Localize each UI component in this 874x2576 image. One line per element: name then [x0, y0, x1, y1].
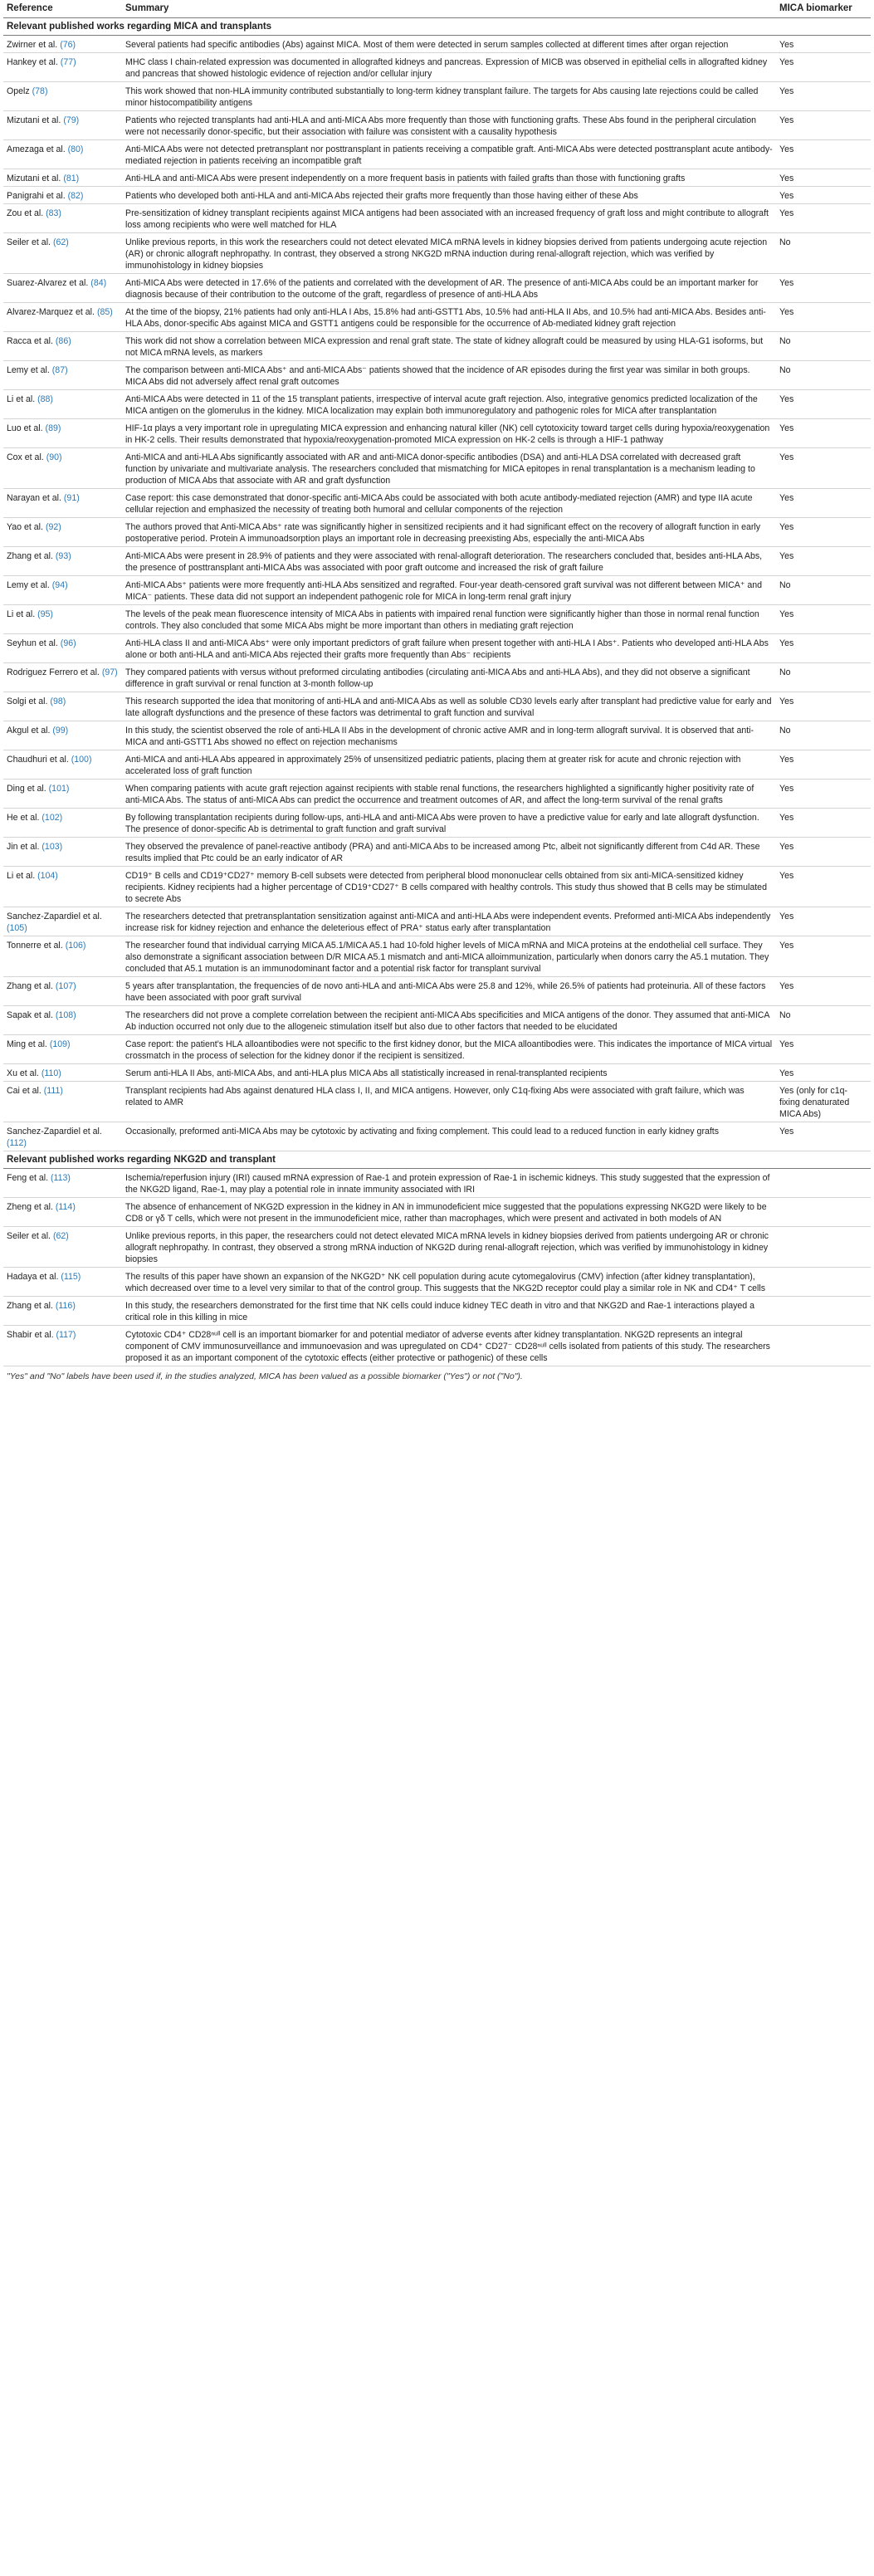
studies-table — [3, 0, 871, 1366]
section-header-row — [3, 1151, 871, 1168]
table-footnote: "Yes" and "No" labels have been used if, in the studies analyzed, MICA has been valued as a possible biomarker ("Yes") or not ("No"). — [7, 1371, 523, 1381]
reference-cell — [3, 331, 122, 360]
mica-biomarker-cell — [776, 1197, 871, 1226]
mica-biomarker-cell: Yes (only for c1q-fixing denaturated MICA Abs) — [776, 1081, 871, 1122]
reference-author: Mizutani et al. — [7, 173, 61, 183]
mica-biomarker-cell — [776, 1226, 871, 1267]
mica-biomarker-cell: Yes — [776, 1122, 871, 1151]
summary-cell: They observed the prevalence of panel-reactive antibody (PRA) and anti-MICA Abs to be increased among Ptc, albeit not significantly different from C4d AR. These results implied that Ptc could be an early indicator of AR — [122, 837, 776, 866]
summary-cell: By following transplantation recipients during follow-ups, anti-HLA and anti-MICA Abs were proven to have a predictive value for early and late allograft dysfunction. The presence of donor-specific Ab is detrimental to graft function and graft survival — [122, 808, 776, 837]
section-title: Relevant published works regarding NKG2D and transplant — [3, 1151, 871, 1168]
reference-link[interactable]: (78) — [32, 86, 48, 96]
summary-cell: 5 years after transplantation, the frequencies of de novo anti-HLA and anti-MICA Abs were 25.8 and 12%, while 26.5% of patients had proteinuria. All of these factors have been associated with poor graft survival — [122, 976, 776, 1005]
reference-cell — [3, 633, 122, 662]
table-row — [3, 575, 871, 604]
summary-cell: Serum anti-HLA II Abs, anti-MICA Abs, and anti-HLA plus MICA Abs all statistically increased in renal-transplanted recipients — [122, 1063, 776, 1081]
reference-author: Zhang et al. — [7, 550, 53, 561]
reference-cell — [3, 232, 122, 273]
summary-cell: Case report: the patient's HLA alloantibodies were not specific to the first kidney donor, but the MICA alloantibodies were. This indicates the importance of MICA virtual crossmatch in the process of selection for the kidney donor if the recipient is sensitized. — [122, 1034, 776, 1063]
reference-cell — [3, 389, 122, 418]
reference-link[interactable]: (96) — [60, 638, 76, 648]
table-row — [3, 692, 871, 721]
reference-link[interactable]: (84) — [90, 277, 107, 288]
mica-biomarker-cell: Yes — [776, 418, 871, 447]
mica-biomarker-cell: Yes — [776, 203, 871, 232]
reference-cell — [3, 1122, 122, 1151]
reference-link[interactable]: (91) — [63, 492, 80, 503]
reference-author: Alvarez-Marquez et al. — [7, 306, 95, 317]
reference-link[interactable]: (62) — [52, 237, 69, 247]
summary-cell: Patients who developed both anti-HLA and anti-MICA Abs rejected their grafts more frequently than those having either of these Abs — [122, 186, 776, 203]
reference-author: Yao et al. — [7, 521, 43, 532]
reference-link[interactable]: (86) — [55, 335, 71, 346]
reference-cell — [3, 488, 122, 517]
reference-link[interactable]: (77) — [60, 56, 76, 67]
mica-biomarker-cell: Yes — [776, 750, 871, 779]
reference-author: Zwirner et al. — [7, 39, 58, 50]
summary-cell: The researchers did not prove a complete correlation between the recipient anti-MICA Abs specificities and MICA antigens of the donor. They assumed that anti-MICA Ab induction occurred not only due to the allogeneic stimulation itself but also due to other factors that needed to be elucidated — [122, 1005, 776, 1034]
reference-cell — [3, 1197, 122, 1226]
reference-author: Luo et al. — [7, 423, 43, 433]
reference-author: Akgul et al. — [7, 725, 51, 736]
reference-link[interactable]: (90) — [46, 452, 62, 462]
table-row — [3, 302, 871, 331]
reference-link[interactable]: (81) — [63, 173, 80, 183]
table-row — [3, 52, 871, 81]
reference-author: Li et al. — [7, 870, 36, 881]
reference-cell — [3, 907, 122, 936]
reference-cell — [3, 546, 122, 575]
reference-author: Zou et al. — [7, 208, 44, 218]
reference-link[interactable]: (111) — [43, 1085, 63, 1096]
summary-cell: Pre-sensitization of kidney transplant recipients against MICA antigens had been associated with an increased frequency of graft loss and might contribute to allograft loss among recipients who were well matched for HLA — [122, 203, 776, 232]
reference-link[interactable]: (101) — [48, 783, 70, 794]
mica-biomarker-cell: Yes — [776, 692, 871, 721]
table-row — [3, 604, 871, 633]
reference-cell — [3, 110, 122, 139]
table-row — [3, 273, 871, 302]
reference-author: Amezaga et al. — [7, 144, 66, 154]
summary-cell: Anti-MICA and anti-HLA Abs significantly associated with AR and anti-MICA donor-specific antibodies (DSA) and anti-HLA DSA correlated with decreased graft function by univariate and multivariate analysis. The researchers concluded that mismatching for MICA epitopes in renal transplantation is a mechanism leading to production of MICA Abs that associate with AR and graft dysfunction — [122, 447, 776, 488]
mica-biomarker-cell: Yes — [776, 110, 871, 139]
summary-cell: This work did not show a correlation between MICA expression and renal graft state. The state of kidney allograft could be measured by using HLA-G1 isoforms, but not MICA mRNA levels, as markers — [122, 331, 776, 360]
mica-biomarker-cell — [776, 1325, 871, 1366]
reference-link[interactable]: (83) — [46, 208, 61, 218]
reference-author: Seyhun et al. — [7, 638, 58, 648]
reference-author: Mizutani et al. — [7, 115, 61, 125]
reference-author: Xu et al. — [7, 1068, 39, 1078]
table-row — [3, 1267, 871, 1296]
reference-author: Seiler et al. — [7, 1230, 51, 1241]
reference-link[interactable]: (112) — [7, 1137, 27, 1148]
table-row — [3, 1081, 871, 1122]
summary-cell: Anti-MICA Abs were detected in 11 of the 15 transplant patients, irrespective of interval acute graft rejection. Also, integrative genomics predicted localization of the MICA antigen on the glomerulus in the kidney. MICA localization may explain both immunoregulatory and pathogenic roles for MICA after transplantation — [122, 389, 776, 418]
reference-cell — [3, 139, 122, 169]
reference-cell — [3, 808, 122, 837]
summary-cell: They compared patients with versus without preformed circulating antibodies (circulating anti-MICA Abs and anti-HLA Abs), and they did not observe a significant difference in graft survival or renal function at 3-month follow-up — [122, 662, 776, 692]
table-row — [3, 1063, 871, 1081]
reference-cell — [3, 517, 122, 546]
table-row — [3, 203, 871, 232]
reference-author: Lemy et al. — [7, 579, 50, 590]
reference-cell — [3, 52, 122, 81]
table-row — [3, 662, 871, 692]
table-row — [3, 81, 871, 110]
mica-biomarker-cell: Yes — [776, 169, 871, 186]
mica-biomarker-cell: No — [776, 232, 871, 273]
reference-link[interactable]: (105) — [7, 922, 27, 933]
reference-cell — [3, 360, 122, 389]
reference-author: Tonnerre et al. — [7, 940, 63, 951]
summary-cell: The absence of enhancement of NKG2D expression in the kidney in AN in immunodeficient mice suggested that the populations expressing NKG2D were likely to be CD8 or γδ T cells, which were not present in the immunodeficient mice, rather than macrophages, which were present and activated in both models of AN — [122, 1197, 776, 1226]
table-row — [3, 721, 871, 750]
reference-link[interactable]: (102) — [42, 812, 63, 823]
reference-cell — [3, 1034, 122, 1063]
summary-cell: This research supported the idea that monitoring of anti-HLA and anti-MICA Abs as well as soluble CD30 levels early after transplant had predictive value for early and late allograft dysfunctions and the presence of these factors was detrimental to graft function and survival — [122, 692, 776, 721]
mica-biomarker-cell: No — [776, 721, 871, 750]
mica-biomarker-cell: No — [776, 360, 871, 389]
reference-link[interactable]: (100) — [71, 754, 92, 765]
table-row — [3, 633, 871, 662]
mica-biomarker-cell: No — [776, 662, 871, 692]
reference-link[interactable]: (115) — [61, 1271, 81, 1282]
mica-biomarker-cell: Yes — [776, 389, 871, 418]
reference-author: Feng et al. — [7, 1172, 49, 1183]
mica-biomarker-cell: Yes — [776, 81, 871, 110]
summary-cell: Anti-MICA and anti-HLA Abs appeared in approximately 25% of unsensitized pediatric patients, placing them at greater risk for acute and chronic rejection with accelerated loss of graft function — [122, 750, 776, 779]
reference-cell — [3, 81, 122, 110]
summary-cell: In this study, the scientist observed the role of anti-HLA II Abs in the development of chronic active AMR and in long-term allograft survival. It is observed that anti-MICA and anti-GSTT1 Abs showed no effect on rejection mechanisms — [122, 721, 776, 750]
reference-link[interactable]: (103) — [42, 841, 63, 852]
header-mica-biomarker: MICA biomarker — [776, 0, 871, 17]
mica-biomarker-cell: Yes — [776, 488, 871, 517]
reference-author: Hankey et al. — [7, 56, 58, 67]
table-row — [3, 1197, 871, 1226]
reference-cell — [3, 779, 122, 808]
summary-cell: The researchers detected that pretransplantation sensitization against anti-MICA and anti-HLA Abs were independent events. Preformed anti-MICA Abs independently increase risk for kidney rejection and enhance the deleterious effect of PRA⁺ status early after transplantation — [122, 907, 776, 936]
mica-biomarker-cell: Yes — [776, 35, 871, 52]
table-row — [3, 1122, 871, 1151]
table-row — [3, 1034, 871, 1063]
reference-author: Zhang et al. — [7, 1300, 53, 1311]
reference-cell — [3, 1168, 122, 1197]
table-row — [3, 232, 871, 273]
reference-link[interactable]: (92) — [45, 521, 61, 532]
summary-cell: Transplant recipients had Abs against denatured HLA class I, II, and MICA antigens. However, only C1q-fixing Abs were associated with graft failure, which was related to AMR — [122, 1081, 776, 1122]
table-row — [3, 1325, 871, 1366]
reference-author: He et al. — [7, 812, 40, 823]
mica-biomarker-cell: Yes — [776, 976, 871, 1005]
mica-biomarker-cell: Yes — [776, 866, 871, 907]
reference-cell — [3, 575, 122, 604]
reference-link[interactable]: (89) — [45, 423, 61, 433]
table-row — [3, 936, 871, 976]
reference-link[interactable]: (113) — [51, 1172, 71, 1183]
reference-cell — [3, 447, 122, 488]
mica-biomarker-cell: Yes — [776, 186, 871, 203]
table-row — [3, 1005, 871, 1034]
reference-author: Solgi et al. — [7, 696, 48, 706]
reference-link[interactable]: (62) — [52, 1230, 69, 1241]
reference-link[interactable]: (106) — [65, 940, 86, 951]
reference-author: Ding et al. — [7, 783, 46, 794]
reference-cell — [3, 1063, 122, 1081]
table-header — [3, 0, 871, 17]
mica-biomarker-cell: No — [776, 331, 871, 360]
reference-author: Cai et al. — [7, 1085, 42, 1096]
mica-biomarker-cell: Yes — [776, 546, 871, 575]
summary-cell: Anti-MICA Abs were not detected pretransplant nor posttransplant in patients receiving a compatible graft. Anti-MICA Abs were detected posttransplant acute antibody-mediated rejection in patients receiving an incompatible graft — [122, 139, 776, 169]
summary-cell: Anti-HLA and anti-MICA Abs were present independently on a more frequent basis in patients with failed grafts than those with functioning grafts — [122, 169, 776, 186]
mica-biomarker-cell: Yes — [776, 302, 871, 331]
reference-link[interactable]: (85) — [96, 306, 113, 317]
mica-biomarker-cell — [776, 1296, 871, 1325]
reference-cell — [3, 662, 122, 692]
reference-link[interactable]: (109) — [49, 1039, 71, 1049]
reference-cell — [3, 837, 122, 866]
reference-cell — [3, 418, 122, 447]
mica-biomarker-cell: Yes — [776, 52, 871, 81]
table-row — [3, 1296, 871, 1325]
table-row — [3, 447, 871, 488]
reference-cell — [3, 750, 122, 779]
reference-cell — [3, 721, 122, 750]
summary-cell: This work showed that non-HLA immunity contributed substantially to long-term kidney transplant failure. The targets for Abs causing late rejections could be called minor histocompatibility antigens — [122, 81, 776, 110]
reference-author: Shabir et al. — [7, 1329, 54, 1340]
summary-cell: Case report: this case demonstrated that donor-specific anti-MICA Abs could be associated with both acute antibody-mediated rejection (AMR) and type IIA acute cellular rejection and emphasized the necessity of treating both humoral and cellular components of the rejection — [122, 488, 776, 517]
table-row — [3, 35, 871, 52]
reference-cell — [3, 35, 122, 52]
mica-biomarker-cell: Yes — [776, 139, 871, 169]
header-reference: Reference — [3, 0, 122, 17]
table-row — [3, 139, 871, 169]
summary-cell: Unlike previous reports, in this paper, the researchers could not detect elevated MICA mRNA levels in kidney biopsies derived from patients undergoing AR or chronic allograft nephropathy. In contrast, they observed a strong mRNA induction of NKG2D during renal-allograft rejection, which was verified by immunohistology in kidney biopsies — [122, 1226, 776, 1267]
reference-link[interactable]: (104) — [37, 870, 58, 881]
reference-author: Narayan et al. — [7, 492, 61, 503]
summary-cell: In this study, the researchers demonstrated for the first time that NK cells could induce kidney TEC death in vitro and that NKG2D and Rae-1 interactions played a critical role in this killing in mice — [122, 1296, 776, 1325]
reference-link[interactable]: (108) — [55, 1009, 76, 1020]
reference-link[interactable]: (94) — [51, 579, 68, 590]
mica-biomarker-cell: Yes — [776, 273, 871, 302]
reference-author: Lemy et al. — [7, 364, 50, 375]
summary-cell: The authors proved that Anti-MICA Abs⁺ rate was significantly higher in sensitized recipients and it had significant effect on the recovery of allograft function in early postoperative period. Protein A immunoadsorption plays an important role in decreasing preexisting Abs, especially the anti-MICA Abs — [122, 517, 776, 546]
reference-link[interactable]: (93) — [55, 550, 71, 561]
summary-cell: Several patients had specific antibodies (Abs) against MICA. Most of them were detected in serum samples collected at different times after organ rejection — [122, 35, 776, 52]
mica-biomarker-cell: No — [776, 575, 871, 604]
table-row — [3, 976, 871, 1005]
reference-author: Sapak et al. — [7, 1009, 53, 1020]
reference-link[interactable]: (79) — [63, 115, 80, 125]
reference-cell — [3, 203, 122, 232]
header-summary: Summary — [122, 0, 776, 17]
reference-author: Racca et al. — [7, 335, 53, 346]
reference-author: Suarez-Alvarez et al. — [7, 277, 89, 288]
reference-link[interactable]: (107) — [55, 980, 76, 991]
mica-biomarker-cell — [776, 1267, 871, 1296]
summary-cell: Patients who rejected transplants had anti-HLA and anti-MICA Abs more frequently than those with functioning grafts. These Abs found in the peripheral circulation were not necessarily donor-specific, but their association with failure was consistent with a causality hypothesis — [122, 110, 776, 139]
table-row — [3, 360, 871, 389]
table-row — [3, 110, 871, 139]
reference-cell — [3, 936, 122, 976]
reference-author: Zhang et al. — [7, 980, 53, 991]
mica-biomarker-cell: Yes — [776, 633, 871, 662]
reference-cell — [3, 1267, 122, 1296]
table-row — [3, 1226, 871, 1267]
mica-biomarker-cell: Yes — [776, 1063, 871, 1081]
reference-cell — [3, 169, 122, 186]
reference-author: Chaudhuri et al. — [7, 754, 69, 765]
table-row — [3, 779, 871, 808]
reference-link[interactable]: (95) — [37, 609, 53, 619]
reference-cell — [3, 976, 122, 1005]
mica-biomarker-cell: Yes — [776, 517, 871, 546]
summary-cell: The comparison between anti-MICA Abs⁺ and anti-MICA Abs⁻ patients showed that the incidence of AR episodes during the first year was similar in both groups. MICA Abs did not adversely affect renal graft outcomes — [122, 360, 776, 389]
reference-author: Opelz — [7, 86, 30, 96]
reference-link[interactable]: (110) — [41, 1068, 61, 1078]
section-title: Relevant published works regarding MICA and transplants — [3, 17, 871, 35]
reference-author: Ming et al. — [7, 1039, 47, 1049]
table-row — [3, 1168, 871, 1197]
reference-cell — [3, 302, 122, 331]
mica-biomarker-cell: Yes — [776, 1034, 871, 1063]
summary-cell: Anti-HLA class II and anti-MICA Abs⁺ were only important predictors of graft failure when present together with anti-HLA I Abs⁺. Patients who developed anti-HLA Abs alone or both anti-HLA and anti-MICA Abs rejected their grafts more frequently than Abs⁻ recipients — [122, 633, 776, 662]
reference-cell — [3, 186, 122, 203]
reference-link[interactable]: (76) — [60, 39, 76, 50]
reference-link[interactable]: (82) — [67, 190, 84, 201]
reference-cell — [3, 604, 122, 633]
reference-link[interactable]: (114) — [55, 1201, 76, 1212]
reference-author: Li et al. — [7, 609, 36, 619]
table-row — [3, 389, 871, 418]
reference-cell — [3, 866, 122, 907]
reference-cell — [3, 1296, 122, 1325]
reference-author: Sanchez-Zapardiel et al. — [7, 1126, 102, 1136]
reference-cell — [3, 1081, 122, 1122]
header-row — [3, 0, 871, 17]
reference-author: Jin et al. — [7, 841, 40, 852]
reference-link[interactable]: (87) — [51, 364, 68, 375]
mica-biomarker-cell: No — [776, 1005, 871, 1034]
mica-biomarker-cell: Yes — [776, 936, 871, 976]
table-row — [3, 488, 871, 517]
summary-cell: Anti-MICA Abs were detected in 17.6% of the patients and correlated with the development of AR. The presence of anti-MICA Abs could be an important marker for diagnosis because of their contribution to the outcome of the graft, regardless of presence of anti-HLA Abs — [122, 273, 776, 302]
summary-cell: Anti-MICA Abs were present in 28.9% of patients and they were associated with renal-allograft deterioration. The researchers concluded that, besides anti-HLA Abs, the presence of posttransplant anti-MICA Abs was associated with poor graft outcome and increased the risk of graft failure — [122, 546, 776, 575]
mica-biomarker-cell: Yes — [776, 604, 871, 633]
reference-author: Rodriguez Ferrero et al. — [7, 667, 100, 677]
reference-cell — [3, 273, 122, 302]
reference-author: Hadaya et al. — [7, 1271, 59, 1282]
reference-link[interactable]: (98) — [50, 696, 66, 706]
summary-cell: When comparing patients with acute graft rejection against recipients with stable renal functions, the researchers highlighted a significantly higher positivity rate of anti-MICA Abs. The status of anti-MICA Abs can predict the occurrence and treatment outcomes of AR, and affect the long-term survival of the renal grafts — [122, 779, 776, 808]
summary-cell: At the time of the biopsy, 21% patients had only anti-HLA I Abs, 15.8% had anti-GSTT1 Abs, 10.5% had anti-HLA II Abs, and 10.5% had anti-MICA Abs. Besides anti-HLA Abs, donor-specific Abs against MICA and GSTT1 antigens could be responsible for the occurrence of Ab-mediated kidney graft rejection — [122, 302, 776, 331]
table-row — [3, 517, 871, 546]
mica-biomarker-cell — [776, 1168, 871, 1197]
summary-cell: Unlike previous reports, in this work the researchers could not detect elevated MICA mRNA levels in kidney biopsies derived from patients undergoing acute rejection (AR) or chronic allograft nephropathy. In contrast, they observed a strong NKG2D mRNA induction during renal-allograft rejection, which was verified by immunohistology in kidney biopsies — [122, 232, 776, 273]
section-header-row — [3, 17, 871, 35]
reference-link[interactable]: (88) — [37, 393, 53, 404]
summary-cell: CD19⁺ B cells and CD19⁺CD27⁺ memory B-cell subsets were detected from peripheral blood mononuclear cells obtained from six anti-MICA-sensitized kidney recipients. Kidney recipients had a higher percentage of CD19⁺CD27⁺ B cells compared with healthy controls. This study thus showed that B cells may be stimulated to secrete Abs — [122, 866, 776, 907]
mica-biomarker-cell: Yes — [776, 779, 871, 808]
mica-biomarker-cell: Yes — [776, 808, 871, 837]
reference-cell — [3, 1005, 122, 1034]
summary-cell: Anti-MICA Abs⁺ patients were more frequently anti-HLA Abs sensitized and regrafted. Four-year death-censored graft survival was not different between MICA⁺ and MICA⁻ patients. These data did not support an independent pathogenic role for MICA in long-term renal graft injury — [122, 575, 776, 604]
table-row — [3, 907, 871, 936]
reference-author: Seiler et al. — [7, 237, 51, 247]
reference-author: Panigrahi et al. — [7, 190, 66, 201]
reference-author: Zheng et al. — [7, 1201, 53, 1212]
table-row — [3, 186, 871, 203]
table-body — [3, 17, 871, 1366]
reference-author: Sanchez-Zapardiel et al. — [7, 911, 102, 921]
summary-cell: The researcher found that individual carrying MICA A5.1/MICA A5.1 had 10-fold higher levels of MICA mRNA and MICA proteins at the endothelial cell surface. They also demonstrate a significant association between D/R MICA A5.1 mismatch and anti-MICA alloimmunization, particularly when donors carry the A5.1 mutation. They concluded that A5.1 mutation is an immunodominant factor and a potential risk factor for transplant survival — [122, 936, 776, 976]
reference-author: Cox et al. — [7, 452, 44, 462]
summary-cell: MHC class I chain-related expression was documented in allografted kidneys and pancreas. Expression of MICB was observed in epithelial cells in allografted kidney and pancreas that showed histologic evidence of rejection and/or cellular injury — [122, 52, 776, 81]
summary-cell: The results of this paper have shown an expansion of the NKG2D⁺ NK cell population during acute cytomegalovirus (CMV) infection (after kidney transplantation), which decreased over time to a level very similar to that of the control group. This suggests that the NKG2D receptor could play a similar role in NK and CD4⁺ T cells — [122, 1267, 776, 1296]
reference-link[interactable]: (97) — [101, 667, 118, 677]
reference-link[interactable]: (99) — [52, 725, 69, 736]
summary-cell: Cytotoxic CD4⁺ CD28ⁿᵘˡˡ cell is an important biomarker for and potential mediator of adverse events after kidney transplantation. NKG2D represents an integral component of CMV immunosurveillance and immunoevasion and was upregulated on CD4⁺ CD27⁻ CD28ⁿᵘˡˡ cells isolated from patients of this study. The researchers proposed it as an important component of the cytotoxic effects (either protective or pathogenic) of these cells — [122, 1325, 776, 1366]
reference-link[interactable]: (116) — [55, 1300, 76, 1311]
table-row — [3, 750, 871, 779]
reference-author: Li et al. — [7, 393, 36, 404]
table-row — [3, 546, 871, 575]
summary-cell: HIF-1α plays a very important role in upregulating MICA expression and enhancing natural killer (NK) cell cytotoxicity toward target cells during hypoxia/reoxygenation in HK-2 cells. Their results demonstrated that hypoxia/reoxygenation-promoted MICA expression on HK-2 cells is through a HIF-1 pathway — [122, 418, 776, 447]
summary-cell: Occasionally, preformed anti-MICA Abs may be cytotoxic by activating and fixing complement. This could lead to a reduced function in early kidney grafts — [122, 1122, 776, 1151]
reference-link[interactable]: (80) — [67, 144, 84, 154]
table-row — [3, 331, 871, 360]
table-row — [3, 808, 871, 837]
table-row — [3, 866, 871, 907]
reference-link[interactable]: (117) — [56, 1329, 76, 1340]
table-row — [3, 169, 871, 186]
reference-cell — [3, 1226, 122, 1267]
reference-cell — [3, 692, 122, 721]
mica-biomarker-cell: Yes — [776, 447, 871, 488]
reference-cell — [3, 1325, 122, 1366]
table-row — [3, 837, 871, 866]
summary-cell: The levels of the peak mean fluorescence intensity of MICA Abs in patients with impaired renal function were significantly higher than those in normal renal function controls. They also concluded that some MICA Abs might be more important than others in mediating graft rejection — [122, 604, 776, 633]
mica-biomarker-cell: Yes — [776, 837, 871, 866]
mica-biomarker-cell: Yes — [776, 907, 871, 936]
summary-cell: Ischemia/reperfusion injury (IRI) caused mRNA expression of Rae-1 and protein expression of Rae-1 in ischemic kidneys. This study suggested that the expression of the NKG2D ligand, Rae-1, may play a potential role in innate immunity associated with IRI — [122, 1168, 776, 1197]
table-row — [3, 418, 871, 447]
